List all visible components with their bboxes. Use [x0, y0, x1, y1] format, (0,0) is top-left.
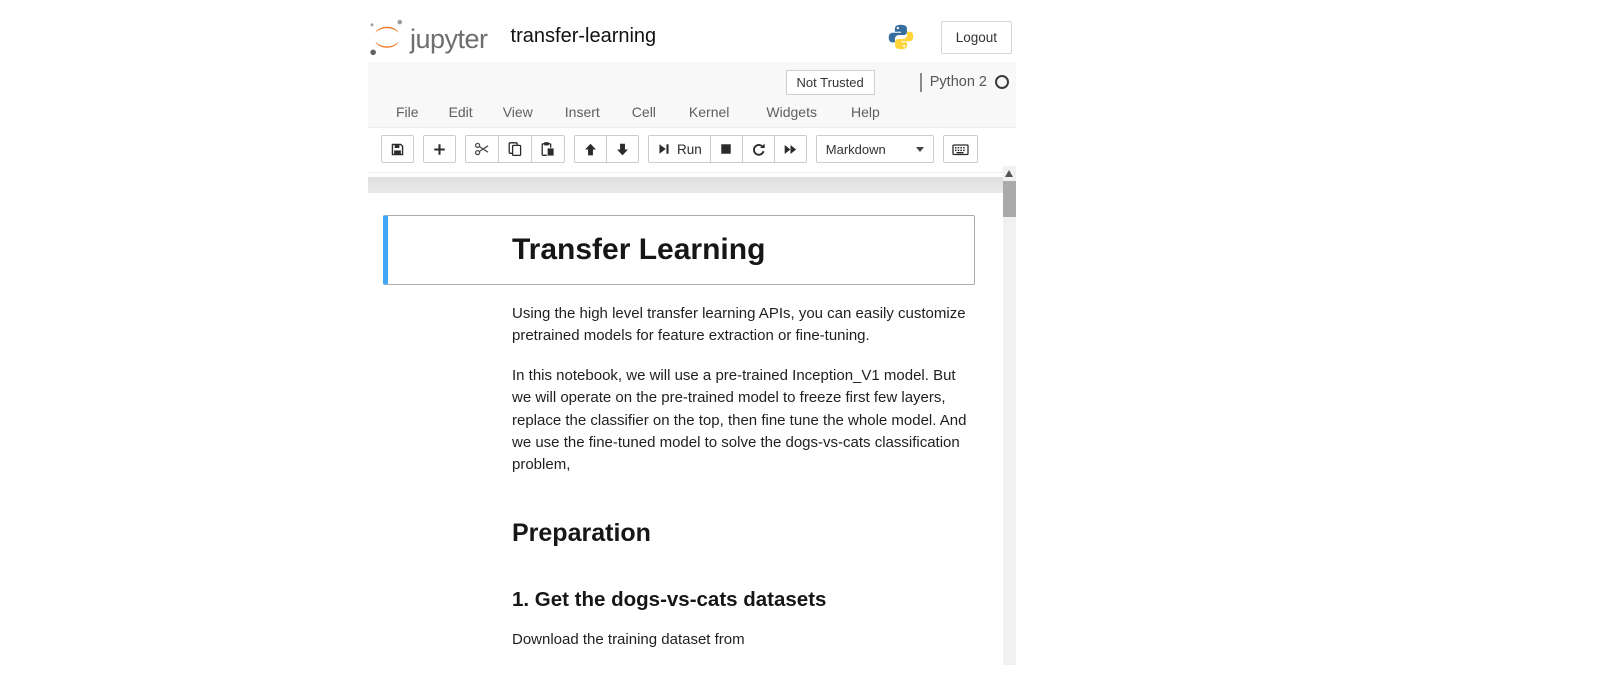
notebook-title[interactable]: transfer-learning — [510, 24, 657, 47]
chevron-down-icon — [916, 147, 924, 152]
jupyter-logo[interactable] — [369, 17, 488, 57]
notebook-content — [368, 193, 1003, 668]
cell-type-dropdown[interactable] — [816, 135, 934, 163]
menu-view[interactable]: View — [502, 104, 533, 120]
menu-row — [368, 96, 1016, 128]
move-group — [574, 135, 639, 163]
kernel-name: Python 2 — [929, 74, 987, 90]
restart-run-all-button[interactable] — [774, 135, 807, 163]
command-palette-icon — [952, 142, 969, 157]
logout-button[interactable]: Logout — [941, 21, 1012, 54]
copy-cell-button[interactable] — [498, 135, 532, 163]
kernel-indicator — [920, 73, 1009, 92]
add-cell-button[interactable] — [423, 135, 456, 163]
heading-preparation[interactable]: Preparation — [512, 518, 651, 547]
heading-datasets[interactable]: 1. Get the dogs-vs-cats datasets — [512, 587, 827, 611]
toolbar — [368, 128, 1016, 173]
jupyter-logo-icon — [369, 17, 405, 57]
run-icon — [657, 142, 671, 156]
menu-edit[interactable]: Edit — [448, 104, 473, 120]
copy-cell-icon — [507, 141, 523, 157]
menu-file[interactable]: File — [396, 104, 419, 120]
run-button[interactable] — [648, 135, 711, 163]
vertical-scrollbar[interactable] — [1003, 166, 1016, 665]
move-cell-up-button[interactable] — [574, 135, 607, 163]
notebook-top-strip — [368, 177, 1003, 193]
python-logo-icon — [887, 23, 915, 51]
markdown-cell-title[interactable] — [383, 215, 975, 285]
scrollbar-thumb[interactable] — [1003, 181, 1016, 217]
jupyter-logo-text: jupyter — [410, 24, 488, 54]
save-button[interactable] — [381, 135, 414, 163]
cut-cell-button[interactable] — [465, 135, 499, 163]
edit-group — [465, 135, 565, 163]
notebook-h1: Transfer Learning — [512, 233, 766, 266]
save-group — [381, 135, 414, 163]
menu-help[interactable]: Help — [850, 104, 880, 120]
paste-cell-button[interactable] — [531, 135, 565, 163]
markdown-paragraph[interactable]: Using the high level transfer learning APIs, you can easily customize pretrained models for feature extraction or fine-tuning. — [512, 305, 966, 345]
kernel-separator — [920, 73, 922, 92]
cell-type-selected: Markdown — [825, 141, 886, 157]
menubar — [368, 62, 1016, 128]
command-palette-button[interactable] — [943, 135, 978, 163]
cut-cell-icon — [474, 141, 490, 157]
stop-icon — [719, 142, 733, 156]
trust-status-badge[interactable]: Not Trusted — [786, 70, 875, 95]
paste-cell-icon — [540, 141, 556, 157]
restart-kernel-icon — [751, 142, 766, 157]
run-label: Run — [677, 141, 702, 157]
save-icon — [390, 142, 405, 157]
interrupt-kernel-button[interactable] — [710, 135, 743, 163]
status-row — [368, 62, 1016, 96]
move-cell-down-button[interactable] — [606, 135, 639, 163]
app-header — [368, 0, 1016, 62]
menu-cell[interactable]: Cell — [631, 104, 656, 120]
menu-kernel[interactable]: Kernel — [688, 104, 730, 120]
jupyter-notebook-app — [368, 0, 1016, 667]
palette-group — [943, 135, 978, 163]
restart-kernel-button[interactable] — [742, 135, 775, 163]
restart-run-all-icon — [783, 142, 798, 157]
run-group — [648, 135, 807, 163]
markdown-rendered-body — [512, 303, 967, 651]
add-cell-icon — [432, 142, 447, 157]
markdown-paragraph[interactable]: In this notebook, we will use a pre-trained Inception_V1 model. But we will operate on the pre-trained model to freeze first few layers, replace the classifier on the top, then fine tune the whole model. And we use the fine-tuned model to solve the dogs-vs-cats classification problem, — [512, 366, 967, 474]
kernel-idle-icon — [995, 75, 1009, 89]
move-cell-down-icon — [615, 142, 630, 157]
menu-widgets[interactable]: Widgets — [766, 104, 817, 120]
insert-group — [423, 135, 456, 163]
menu-insert[interactable]: Insert — [564, 104, 600, 120]
scroll-up-arrow-icon[interactable] — [1005, 170, 1013, 177]
markdown-paragraph[interactable]: Download the training dataset from — [512, 630, 745, 648]
move-cell-up-icon — [583, 142, 598, 157]
